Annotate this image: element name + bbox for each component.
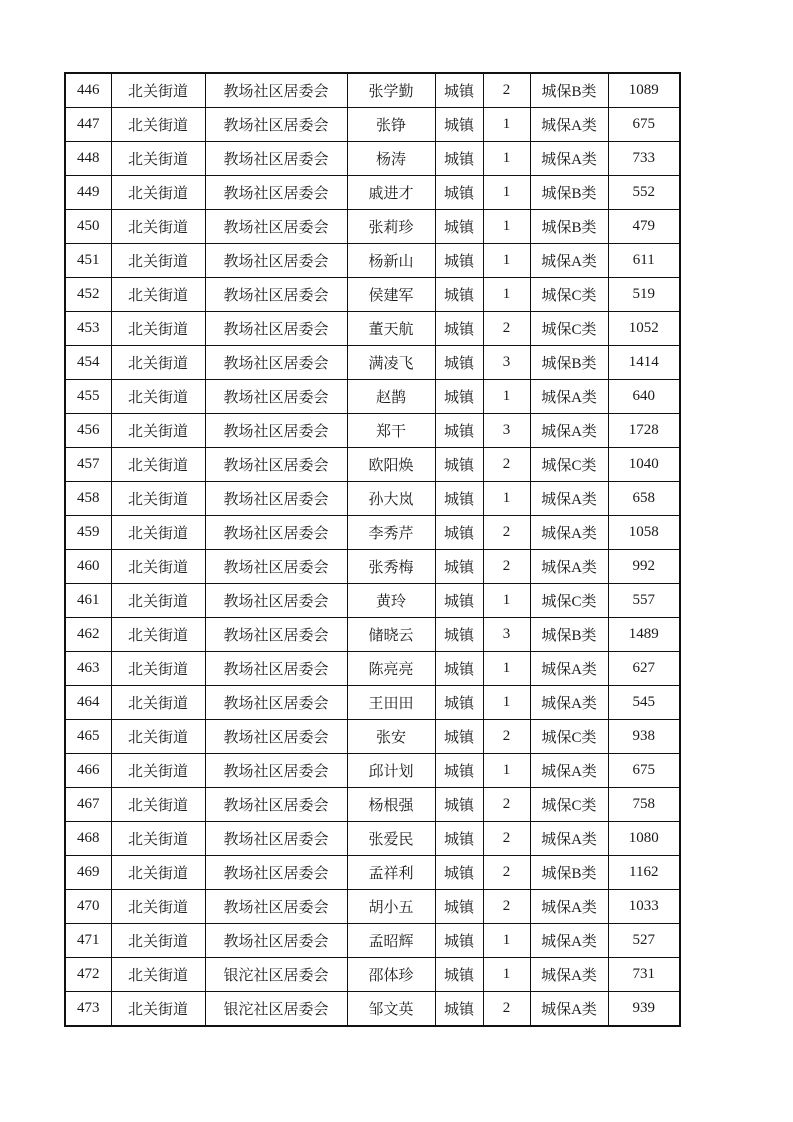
cell-community: 教场社区居委会 bbox=[205, 73, 347, 108]
cell-name: 张爱民 bbox=[347, 822, 435, 856]
cell-seq: 468 bbox=[65, 822, 111, 856]
cell-street: 北关街道 bbox=[111, 890, 205, 924]
table-row bbox=[65, 686, 680, 720]
cell-street: 北关街道 bbox=[111, 652, 205, 686]
cell-name: 杨涛 bbox=[347, 142, 435, 176]
cell-person-count: 1 bbox=[483, 176, 530, 210]
cell-category: 城保A类 bbox=[530, 992, 608, 1027]
cell-name: 满凌飞 bbox=[347, 346, 435, 380]
table-row bbox=[65, 414, 680, 448]
cell-name: 张安 bbox=[347, 720, 435, 754]
table-row bbox=[65, 822, 680, 856]
table-body bbox=[65, 73, 680, 1026]
cell-seq: 448 bbox=[65, 142, 111, 176]
cell-household-type: 城镇 bbox=[435, 992, 483, 1027]
table-row bbox=[65, 380, 680, 414]
cell-household-type: 城镇 bbox=[435, 482, 483, 516]
cell-person-count: 2 bbox=[483, 516, 530, 550]
cell-person-count: 3 bbox=[483, 414, 530, 448]
cell-street: 北关街道 bbox=[111, 856, 205, 890]
table-row bbox=[65, 618, 680, 652]
cell-category: 城保A类 bbox=[530, 380, 608, 414]
cell-community: 教场社区居委会 bbox=[205, 142, 347, 176]
cell-name: 邵体珍 bbox=[347, 958, 435, 992]
cell-category: 城保A类 bbox=[530, 890, 608, 924]
cell-household-type: 城镇 bbox=[435, 652, 483, 686]
cell-category: 城保A类 bbox=[530, 652, 608, 686]
table-row bbox=[65, 924, 680, 958]
cell-household-type: 城镇 bbox=[435, 584, 483, 618]
cell-seq: 458 bbox=[65, 482, 111, 516]
cell-seq: 451 bbox=[65, 244, 111, 278]
cell-name: 张莉珍 bbox=[347, 210, 435, 244]
cell-category: 城保A类 bbox=[530, 108, 608, 142]
cell-amount: 675 bbox=[608, 754, 680, 788]
cell-street: 北关街道 bbox=[111, 516, 205, 550]
table-row bbox=[65, 312, 680, 346]
cell-community: 教场社区居委会 bbox=[205, 890, 347, 924]
cell-category: 城保C类 bbox=[530, 720, 608, 754]
cell-person-count: 1 bbox=[483, 278, 530, 312]
cell-community: 教场社区居委会 bbox=[205, 788, 347, 822]
cell-amount: 1033 bbox=[608, 890, 680, 924]
cell-street: 北关街道 bbox=[111, 822, 205, 856]
cell-household-type: 城镇 bbox=[435, 788, 483, 822]
cell-seq: 464 bbox=[65, 686, 111, 720]
table-row bbox=[65, 754, 680, 788]
cell-community: 教场社区居委会 bbox=[205, 176, 347, 210]
cell-community: 教场社区居委会 bbox=[205, 414, 347, 448]
cell-person-count: 1 bbox=[483, 108, 530, 142]
cell-household-type: 城镇 bbox=[435, 448, 483, 482]
cell-street: 北关街道 bbox=[111, 958, 205, 992]
cell-street: 北关街道 bbox=[111, 482, 205, 516]
table-row bbox=[65, 720, 680, 754]
cell-street: 北关街道 bbox=[111, 210, 205, 244]
table-row bbox=[65, 73, 680, 108]
cell-name: 张铮 bbox=[347, 108, 435, 142]
table-row bbox=[65, 550, 680, 584]
cell-name: 张学勤 bbox=[347, 73, 435, 108]
cell-household-type: 城镇 bbox=[435, 686, 483, 720]
cell-amount: 527 bbox=[608, 924, 680, 958]
cell-person-count: 1 bbox=[483, 652, 530, 686]
cell-category: 城保B类 bbox=[530, 210, 608, 244]
cell-household-type: 城镇 bbox=[435, 278, 483, 312]
cell-street: 北关街道 bbox=[111, 992, 205, 1027]
cell-amount: 479 bbox=[608, 210, 680, 244]
cell-amount: 627 bbox=[608, 652, 680, 686]
cell-household-type: 城镇 bbox=[435, 856, 483, 890]
cell-street: 北关街道 bbox=[111, 73, 205, 108]
cell-community: 教场社区居委会 bbox=[205, 924, 347, 958]
cell-category: 城保A类 bbox=[530, 754, 608, 788]
cell-street: 北关街道 bbox=[111, 108, 205, 142]
cell-household-type: 城镇 bbox=[435, 924, 483, 958]
cell-person-count: 3 bbox=[483, 346, 530, 380]
cell-amount: 731 bbox=[608, 958, 680, 992]
cell-amount: 1058 bbox=[608, 516, 680, 550]
cell-category: 城保B类 bbox=[530, 346, 608, 380]
cell-category: 城保C类 bbox=[530, 584, 608, 618]
cell-person-count: 1 bbox=[483, 380, 530, 414]
cell-person-count: 2 bbox=[483, 856, 530, 890]
cell-person-count: 2 bbox=[483, 550, 530, 584]
cell-person-count: 2 bbox=[483, 73, 530, 108]
cell-street: 北关街道 bbox=[111, 142, 205, 176]
cell-community: 教场社区居委会 bbox=[205, 108, 347, 142]
table-row bbox=[65, 210, 680, 244]
cell-seq: 457 bbox=[65, 448, 111, 482]
cell-seq: 455 bbox=[65, 380, 111, 414]
table-row bbox=[65, 584, 680, 618]
cell-person-count: 2 bbox=[483, 890, 530, 924]
cell-amount: 1162 bbox=[608, 856, 680, 890]
cell-category: 城保A类 bbox=[530, 924, 608, 958]
cell-category: 城保A类 bbox=[530, 516, 608, 550]
cell-household-type: 城镇 bbox=[435, 346, 483, 380]
cell-community: 银沱社区居委会 bbox=[205, 992, 347, 1027]
cell-category: 城保C类 bbox=[530, 278, 608, 312]
cell-person-count: 1 bbox=[483, 244, 530, 278]
table-row bbox=[65, 856, 680, 890]
cell-household-type: 城镇 bbox=[435, 312, 483, 346]
cell-community: 教场社区居委会 bbox=[205, 618, 347, 652]
cell-seq: 465 bbox=[65, 720, 111, 754]
cell-category: 城保A类 bbox=[530, 482, 608, 516]
cell-amount: 640 bbox=[608, 380, 680, 414]
cell-name: 董天航 bbox=[347, 312, 435, 346]
cell-category: 城保B类 bbox=[530, 856, 608, 890]
cell-name: 杨新山 bbox=[347, 244, 435, 278]
cell-person-count: 1 bbox=[483, 686, 530, 720]
cell-amount: 1489 bbox=[608, 618, 680, 652]
cell-street: 北关街道 bbox=[111, 788, 205, 822]
cell-household-type: 城镇 bbox=[435, 142, 483, 176]
table-row bbox=[65, 482, 680, 516]
cell-amount: 1728 bbox=[608, 414, 680, 448]
cell-name: 侯建军 bbox=[347, 278, 435, 312]
cell-street: 北关街道 bbox=[111, 380, 205, 414]
table-row bbox=[65, 890, 680, 924]
cell-name: 王田田 bbox=[347, 686, 435, 720]
cell-category: 城保C类 bbox=[530, 788, 608, 822]
cell-seq: 463 bbox=[65, 652, 111, 686]
cell-name: 杨根强 bbox=[347, 788, 435, 822]
cell-amount: 557 bbox=[608, 584, 680, 618]
cell-category: 城保A类 bbox=[530, 550, 608, 584]
cell-seq: 461 bbox=[65, 584, 111, 618]
cell-community: 教场社区居委会 bbox=[205, 754, 347, 788]
cell-amount: 733 bbox=[608, 142, 680, 176]
table-row bbox=[65, 448, 680, 482]
cell-street: 北关街道 bbox=[111, 584, 205, 618]
cell-person-count: 3 bbox=[483, 618, 530, 652]
cell-community: 教场社区居委会 bbox=[205, 278, 347, 312]
cell-amount: 1040 bbox=[608, 448, 680, 482]
cell-name: 孙大岚 bbox=[347, 482, 435, 516]
cell-street: 北关街道 bbox=[111, 618, 205, 652]
cell-amount: 552 bbox=[608, 176, 680, 210]
cell-seq: 447 bbox=[65, 108, 111, 142]
cell-seq: 467 bbox=[65, 788, 111, 822]
cell-seq: 450 bbox=[65, 210, 111, 244]
cell-amount: 658 bbox=[608, 482, 680, 516]
cell-seq: 469 bbox=[65, 856, 111, 890]
cell-amount: 939 bbox=[608, 992, 680, 1027]
cell-seq: 472 bbox=[65, 958, 111, 992]
benefits-table bbox=[64, 72, 681, 1027]
cell-seq: 462 bbox=[65, 618, 111, 652]
cell-household-type: 城镇 bbox=[435, 720, 483, 754]
cell-household-type: 城镇 bbox=[435, 958, 483, 992]
cell-amount: 519 bbox=[608, 278, 680, 312]
table-row bbox=[65, 244, 680, 278]
cell-name: 李秀芹 bbox=[347, 516, 435, 550]
cell-seq: 459 bbox=[65, 516, 111, 550]
table-row bbox=[65, 992, 680, 1027]
cell-community: 教场社区居委会 bbox=[205, 550, 347, 584]
cell-street: 北关街道 bbox=[111, 924, 205, 958]
cell-street: 北关街道 bbox=[111, 278, 205, 312]
cell-amount: 1052 bbox=[608, 312, 680, 346]
cell-street: 北关街道 bbox=[111, 244, 205, 278]
cell-amount: 545 bbox=[608, 686, 680, 720]
cell-seq: 456 bbox=[65, 414, 111, 448]
cell-person-count: 1 bbox=[483, 482, 530, 516]
cell-category: 城保B类 bbox=[530, 618, 608, 652]
cell-community: 教场社区居委会 bbox=[205, 312, 347, 346]
cell-name: 邱计划 bbox=[347, 754, 435, 788]
cell-community: 教场社区居委会 bbox=[205, 244, 347, 278]
cell-seq: 446 bbox=[65, 73, 111, 108]
cell-household-type: 城镇 bbox=[435, 618, 483, 652]
cell-person-count: 1 bbox=[483, 754, 530, 788]
cell-street: 北关街道 bbox=[111, 754, 205, 788]
cell-amount: 1089 bbox=[608, 73, 680, 108]
cell-name: 储晓云 bbox=[347, 618, 435, 652]
cell-street: 北关街道 bbox=[111, 686, 205, 720]
cell-street: 北关街道 bbox=[111, 176, 205, 210]
cell-amount: 611 bbox=[608, 244, 680, 278]
cell-person-count: 1 bbox=[483, 584, 530, 618]
cell-category: 城保C类 bbox=[530, 312, 608, 346]
cell-name: 黄玲 bbox=[347, 584, 435, 618]
cell-person-count: 2 bbox=[483, 312, 530, 346]
cell-community: 教场社区居委会 bbox=[205, 516, 347, 550]
cell-street: 北关街道 bbox=[111, 720, 205, 754]
cell-seq: 460 bbox=[65, 550, 111, 584]
cell-household-type: 城镇 bbox=[435, 754, 483, 788]
cell-household-type: 城镇 bbox=[435, 380, 483, 414]
cell-community: 教场社区居委会 bbox=[205, 346, 347, 380]
cell-person-count: 1 bbox=[483, 142, 530, 176]
cell-name: 孟祥利 bbox=[347, 856, 435, 890]
cell-name: 邹文英 bbox=[347, 992, 435, 1027]
cell-person-count: 1 bbox=[483, 210, 530, 244]
table-row bbox=[65, 176, 680, 210]
cell-community: 教场社区居委会 bbox=[205, 210, 347, 244]
cell-community: 教场社区居委会 bbox=[205, 448, 347, 482]
table-row bbox=[65, 652, 680, 686]
cell-category: 城保A类 bbox=[530, 958, 608, 992]
table-row bbox=[65, 958, 680, 992]
cell-street: 北关街道 bbox=[111, 448, 205, 482]
cell-street: 北关街道 bbox=[111, 312, 205, 346]
cell-category: 城保C类 bbox=[530, 448, 608, 482]
cell-community: 教场社区居委会 bbox=[205, 720, 347, 754]
cell-name: 孟昭辉 bbox=[347, 924, 435, 958]
cell-name: 陈亮亮 bbox=[347, 652, 435, 686]
cell-name: 郑干 bbox=[347, 414, 435, 448]
cell-category: 城保A类 bbox=[530, 244, 608, 278]
cell-seq: 473 bbox=[65, 992, 111, 1027]
cell-amount: 758 bbox=[608, 788, 680, 822]
cell-community: 教场社区居委会 bbox=[205, 482, 347, 516]
cell-community: 教场社区居委会 bbox=[205, 856, 347, 890]
cell-amount: 675 bbox=[608, 108, 680, 142]
cell-seq: 466 bbox=[65, 754, 111, 788]
cell-amount: 1414 bbox=[608, 346, 680, 380]
cell-person-count: 2 bbox=[483, 788, 530, 822]
cell-name: 欧阳焕 bbox=[347, 448, 435, 482]
cell-community: 银沱社区居委会 bbox=[205, 958, 347, 992]
cell-household-type: 城镇 bbox=[435, 210, 483, 244]
cell-community: 教场社区居委会 bbox=[205, 652, 347, 686]
cell-street: 北关街道 bbox=[111, 414, 205, 448]
cell-name: 戚进才 bbox=[347, 176, 435, 210]
cell-category: 城保A类 bbox=[530, 822, 608, 856]
table-row bbox=[65, 142, 680, 176]
cell-category: 城保A类 bbox=[530, 686, 608, 720]
cell-community: 教场社区居委会 bbox=[205, 686, 347, 720]
cell-seq: 449 bbox=[65, 176, 111, 210]
table-row bbox=[65, 108, 680, 142]
cell-community: 教场社区居委会 bbox=[205, 584, 347, 618]
cell-seq: 452 bbox=[65, 278, 111, 312]
cell-person-count: 2 bbox=[483, 720, 530, 754]
cell-name: 胡小五 bbox=[347, 890, 435, 924]
cell-amount: 992 bbox=[608, 550, 680, 584]
cell-seq: 454 bbox=[65, 346, 111, 380]
cell-person-count: 2 bbox=[483, 992, 530, 1027]
table-row bbox=[65, 346, 680, 380]
cell-seq: 471 bbox=[65, 924, 111, 958]
cell-street: 北关街道 bbox=[111, 550, 205, 584]
table-row bbox=[65, 278, 680, 312]
table-row bbox=[65, 516, 680, 550]
cell-category: 城保B类 bbox=[530, 73, 608, 108]
table-row bbox=[65, 788, 680, 822]
cell-street: 北关街道 bbox=[111, 346, 205, 380]
cell-category: 城保A类 bbox=[530, 142, 608, 176]
cell-name: 赵鹊 bbox=[347, 380, 435, 414]
cell-seq: 453 bbox=[65, 312, 111, 346]
cell-household-type: 城镇 bbox=[435, 244, 483, 278]
cell-person-count: 1 bbox=[483, 958, 530, 992]
cell-community: 教场社区居委会 bbox=[205, 380, 347, 414]
cell-name: 张秀梅 bbox=[347, 550, 435, 584]
cell-household-type: 城镇 bbox=[435, 108, 483, 142]
cell-household-type: 城镇 bbox=[435, 73, 483, 108]
cell-category: 城保A类 bbox=[530, 414, 608, 448]
cell-person-count: 2 bbox=[483, 448, 530, 482]
cell-household-type: 城镇 bbox=[435, 516, 483, 550]
cell-household-type: 城镇 bbox=[435, 176, 483, 210]
cell-person-count: 1 bbox=[483, 924, 530, 958]
cell-household-type: 城镇 bbox=[435, 822, 483, 856]
cell-household-type: 城镇 bbox=[435, 414, 483, 448]
cell-community: 教场社区居委会 bbox=[205, 822, 347, 856]
cell-household-type: 城镇 bbox=[435, 890, 483, 924]
cell-household-type: 城镇 bbox=[435, 550, 483, 584]
cell-seq: 470 bbox=[65, 890, 111, 924]
cell-amount: 1080 bbox=[608, 822, 680, 856]
cell-amount: 938 bbox=[608, 720, 680, 754]
cell-person-count: 2 bbox=[483, 822, 530, 856]
cell-category: 城保B类 bbox=[530, 176, 608, 210]
